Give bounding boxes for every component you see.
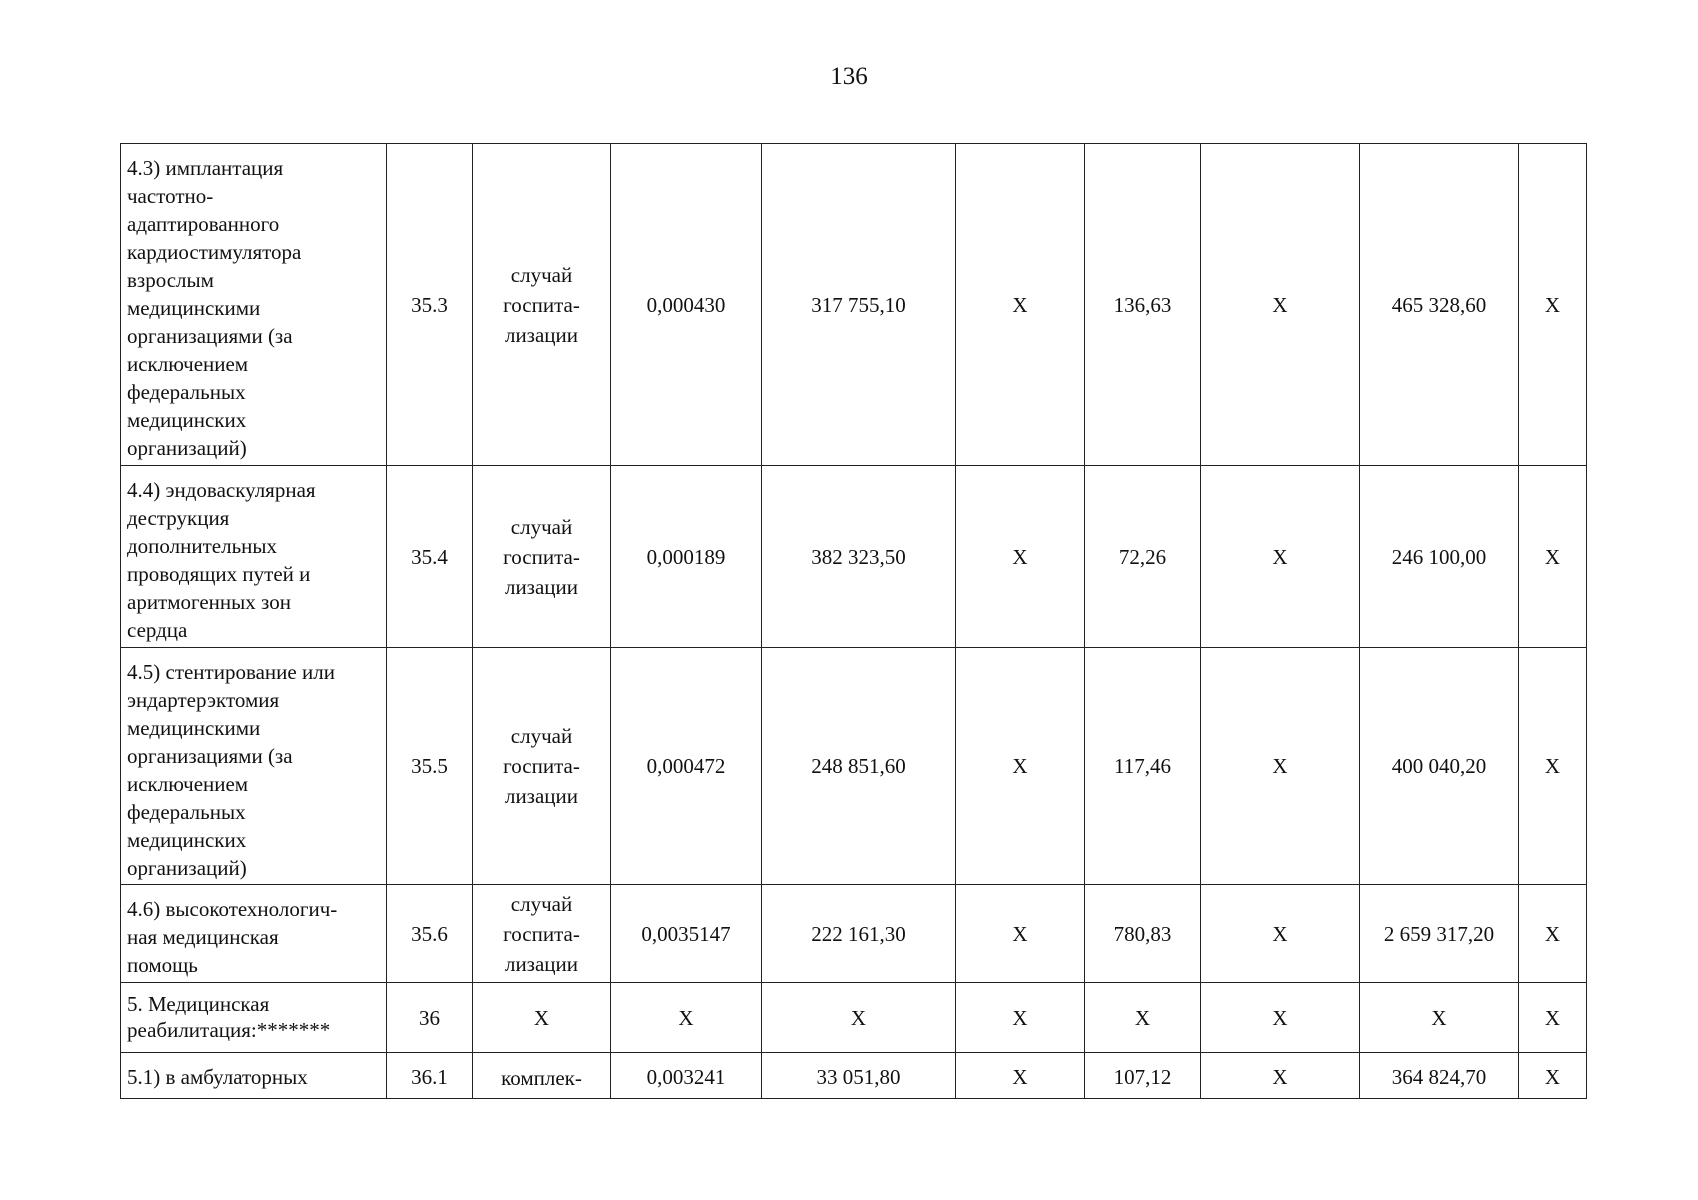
unit-cell (473, 144, 611, 466)
value-cell: X (1519, 1053, 1587, 1099)
table-row (121, 983, 1587, 1053)
page-number: 136 (830, 63, 868, 90)
row-name-cell (121, 144, 387, 466)
unit-cell (473, 648, 611, 885)
value-cell: 0,000430 (611, 144, 762, 466)
value-cell: 0,0035147 (611, 885, 762, 983)
code-cell: 35.5 (387, 648, 473, 885)
row-name: 4.3) имплантация частотно- адаптированного кардиостимулятора взрослым медицинскими организациями (за исключением федеральных медицинских организаций) (127, 156, 302, 460)
value-cell: X (956, 885, 1085, 983)
table-row (121, 648, 1587, 885)
unit-label: случай госпита- лизации (503, 262, 580, 347)
value-cell: X (1519, 466, 1587, 648)
value-cell: X (762, 983, 956, 1053)
value-cell: X (611, 983, 762, 1053)
value-cell: X (1085, 983, 1201, 1053)
row-name: 4.6) высокотехнологич- ная медицинская помощь (127, 897, 338, 977)
value-cell: X (956, 648, 1085, 885)
table-row (121, 1053, 1587, 1099)
row-name-cell (121, 885, 387, 983)
value-cell: X (1519, 983, 1587, 1053)
value-cell: X (1360, 983, 1519, 1053)
value-cell: 246 100,00 (1360, 466, 1519, 648)
value-cell: 0,000189 (611, 466, 762, 648)
value-cell: X (956, 144, 1085, 466)
code-cell: 35.6 (387, 885, 473, 983)
unit-cell (473, 1053, 611, 1099)
data-table (120, 143, 1587, 1099)
row-name-cell (121, 466, 387, 648)
code-cell: 35.3 (387, 144, 473, 466)
table-row (121, 144, 1587, 466)
unit-cell (473, 983, 611, 1053)
row-name-cell (121, 648, 387, 885)
value-cell: 136,63 (1085, 144, 1201, 466)
row-name-cell (121, 1053, 387, 1099)
value-cell: X (1201, 466, 1360, 648)
value-cell: X (1201, 144, 1360, 466)
unit-label: случай госпита- лизации (503, 724, 580, 808)
row-name: 5.1) в амбулаторных (127, 1065, 308, 1089)
value-cell: 780,83 (1085, 885, 1201, 983)
value-cell: 382 323,50 (762, 466, 956, 648)
value-cell: X (1519, 885, 1587, 983)
value-cell: 400 040,20 (1360, 648, 1519, 885)
value-cell: X (956, 1053, 1085, 1099)
value-cell: X (956, 466, 1085, 648)
row-name-cell (121, 983, 387, 1053)
unit-label: случай госпита- лизации (503, 514, 580, 599)
value-cell: 107,12 (1085, 1053, 1201, 1099)
value-cell: 317 755,10 (762, 144, 956, 466)
value-cell: 364 824,70 (1360, 1053, 1519, 1099)
value-cell: X (1519, 144, 1587, 466)
value-cell: 465 328,60 (1360, 144, 1519, 466)
value-cell: 33 051,80 (762, 1053, 956, 1099)
table-row (121, 466, 1587, 648)
value-cell: 2 659 317,20 (1360, 885, 1519, 983)
table-row (121, 885, 1587, 983)
value-cell: X (1519, 648, 1587, 885)
unit-cell (473, 885, 611, 983)
value-cell: X (1201, 983, 1360, 1053)
value-cell: 0,003241 (611, 1053, 762, 1099)
code-cell: 36.1 (387, 1053, 473, 1099)
code-cell: 36 (387, 983, 473, 1053)
code-cell: 35.4 (387, 466, 473, 648)
value-cell: X (1201, 1053, 1360, 1099)
value-cell: X (956, 983, 1085, 1053)
row-name: 5. Медицинская реабилитация:******* (127, 992, 331, 1042)
value-cell: X (1201, 885, 1360, 983)
value-cell: 248 851,60 (762, 648, 956, 885)
row-name: 4.5) стентирование или эндартерэктомия медицинскими организациями (за исключением федеральных медицинских организаций) (127, 660, 335, 880)
unit-label: комплек- (501, 1066, 582, 1090)
value-cell: 222 161,30 (762, 885, 956, 983)
value-cell: 0,000472 (611, 648, 762, 885)
unit-cell (473, 466, 611, 648)
unit-label: случай госпита- лизации (503, 891, 580, 976)
unit-label: X (533, 1005, 550, 1030)
value-cell: 117,46 (1085, 648, 1201, 885)
value-cell: 72,26 (1085, 466, 1201, 648)
row-name: 4.4) эндоваскулярная деструкция дополнительных проводящих путей и аритмогенных зон сердца (127, 478, 316, 642)
value-cell: X (1201, 648, 1360, 885)
